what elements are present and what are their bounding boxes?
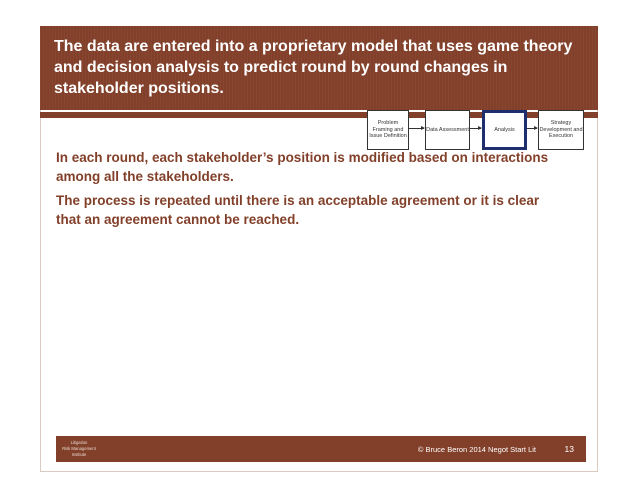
copyright-text: © Bruce Beron 2014 Negot Start Lit <box>417 445 536 454</box>
page-number: 13 <box>564 444 574 454</box>
process-step-label: Problem Framing and Issue Definition <box>369 120 407 140</box>
process-step-problem-framing <box>367 110 409 150</box>
footer-bar <box>102 436 586 462</box>
process-step-data-assessment <box>425 110 470 150</box>
institute-logo <box>56 436 102 462</box>
slide-title: The data are entered into a proprietary model that uses game theory and decision analysis to predict round by round changes in stakeholder positions. <box>54 38 573 97</box>
process-step-label: Strategy Development and Execution <box>539 120 583 140</box>
body-paragraph: In each round, each stakeholder’s position is modified based on interactions among all the stakeholders. <box>56 150 549 184</box>
process-step-strategy <box>538 110 584 150</box>
arrow-right-icon <box>470 128 481 129</box>
process-step-analysis <box>482 110 527 150</box>
logo-line: Litigation <box>70 440 88 445</box>
arrow-right-icon <box>527 128 537 129</box>
body-paragraph: The process is repeated until there is an acceptable agreement or it is clear that an agreement cannot be reached. <box>56 193 540 227</box>
arrow-right-icon <box>409 128 424 129</box>
logo-line: Risk Management <box>62 446 96 451</box>
logo-line: Institute <box>71 452 87 457</box>
process-step-label: Data Assessment <box>426 126 469 133</box>
process-step-label: Analysis <box>494 126 515 133</box>
